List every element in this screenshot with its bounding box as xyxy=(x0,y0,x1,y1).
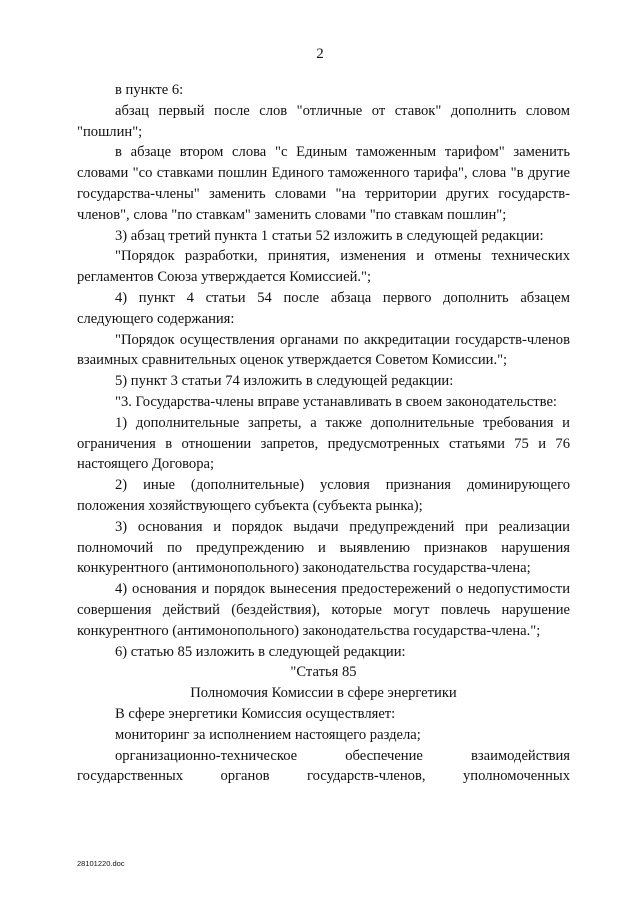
paragraph: мониторинг за исполнением настоящего раздела; xyxy=(115,726,421,743)
paragraph: 4) пункт 4 статьи 54 после абзаца первого дополнить абзацем следующего содержания: xyxy=(77,289,570,327)
page-number: 2 xyxy=(316,46,324,62)
paragraph: абзац первый после слов "отличные от ставок" дополнить словом "пошлин"; xyxy=(77,102,570,140)
paragraph: В сфере энергетики Комиссия осуществляет: xyxy=(115,705,396,722)
paragraph: "Порядок осуществления органами по аккредитации государств-членов взаимных сравнительных оценок утверждается Советом Комиссии."; xyxy=(77,331,570,369)
footer-filename: 28101220.doc xyxy=(77,859,125,868)
paragraph: 4) основания и порядок вынесения предостережений о недопустимости совершения действий (бездействия), которые могут повлечь нарушение конкурентного (антимонопольного) законодательства государства-члена."; xyxy=(77,581,570,639)
paragraph: организационно-техническое обеспечение взаимодействия государственных органов государств-членов, уполномоченных xyxy=(77,747,570,785)
article-title: Полномочия Комиссии в сфере энергетики xyxy=(190,685,457,702)
paragraph: "3. Государства-члены вправе устанавливать в своем законодательстве: xyxy=(115,393,557,410)
paragraph: "Порядок разработки, принятия, изменения и отмены технических регламентов Союза утверждается Комиссией."; xyxy=(77,248,570,286)
paragraph: 1) дополнительные запреты, а также дополнительные требования и ограничения в отношении запретов, предусмотренных статьями 75 и 76 настоящего Договора; xyxy=(77,414,570,473)
article-heading: "Статья 85 xyxy=(290,664,357,681)
paragraph: 3) основания и порядок выдачи предупреждений при реализации полномочий по предупреждению и выявлению признаков нарушения конкурентного (антимонопольного) законодательства государства-члена; xyxy=(77,518,570,577)
paragraph: в пункте 6: xyxy=(115,82,184,98)
document-body xyxy=(77,80,570,787)
paragraph: в абзаце втором слова "с Единым таможенным тарифом" заменить словами "со ставками пошлин Единого таможенного тарифа", слова "в другие государства-члены" заменить словами "на территории других государств-членов", слова "по ставкам" заменить словами "по ставкам пошлин"; xyxy=(77,144,570,223)
paragraph: 3) абзац третий пункта 1 статьи 52 изложить в следующей редакции: xyxy=(115,227,544,244)
paragraph: 2) иные (дополнительные) условия признания доминирующего положения хозяйствующего субъекта (субъекта рынка); xyxy=(77,477,570,514)
paragraph: 6) статью 85 изложить в следующей редакции: xyxy=(115,643,406,660)
paragraph: 5) пункт 3 статьи 74 изложить в следующей редакции: xyxy=(115,373,454,390)
